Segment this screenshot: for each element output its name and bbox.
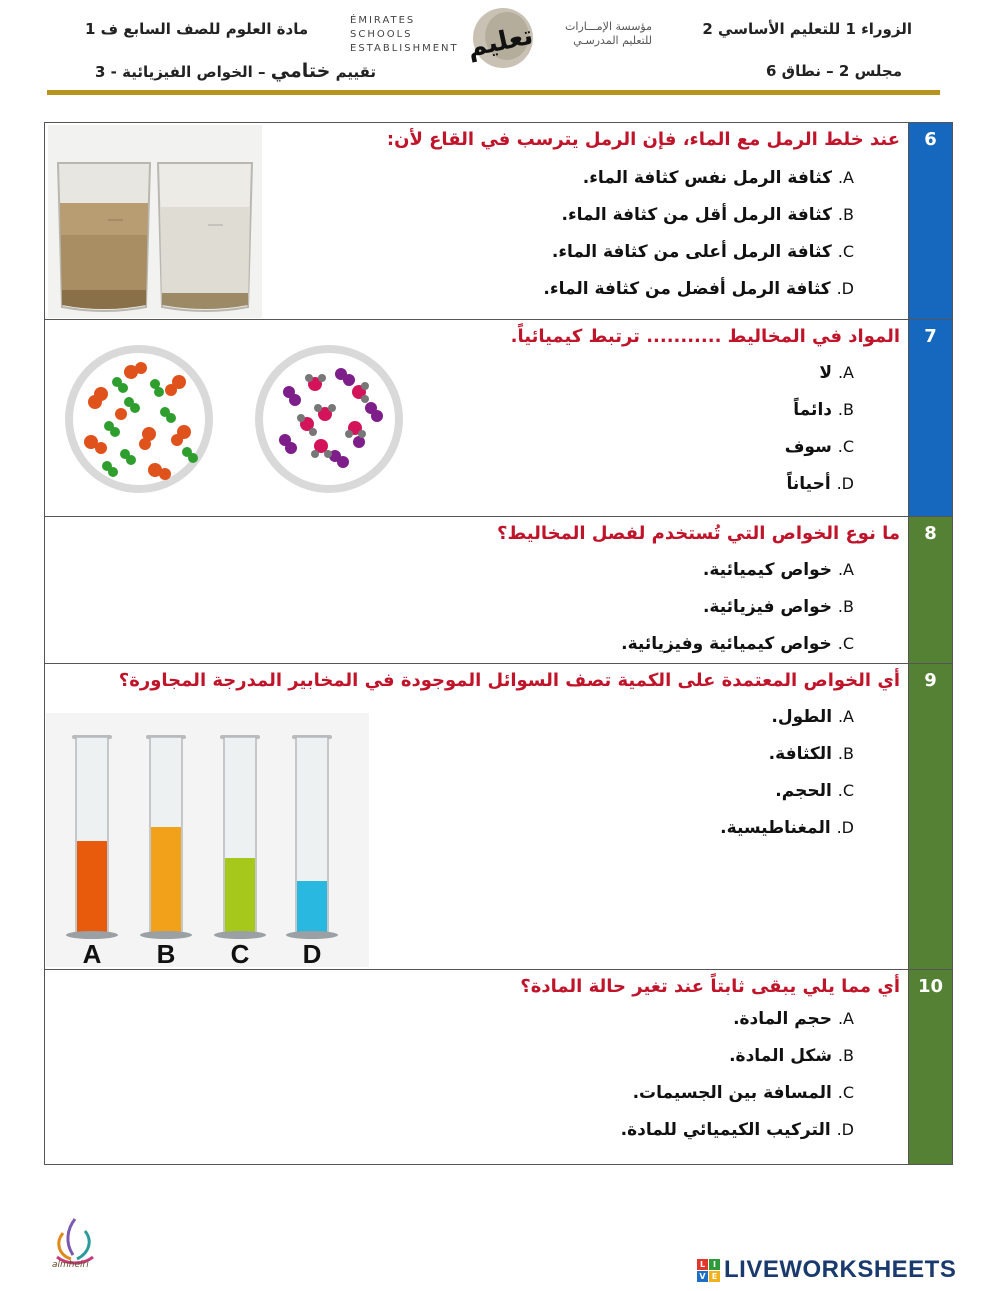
options-list <box>720 702 854 850</box>
cylinder-label-a: A <box>82 939 102 967</box>
option-text: كثافة الرمل نفس كثافة الماء. <box>582 168 833 188</box>
option-letter: A. <box>837 168 854 187</box>
sand-water-beakers-image <box>48 125 262 318</box>
option-text: شكل المادة. <box>729 1046 832 1066</box>
cylinder-label-b: B <box>156 939 176 967</box>
question-row-9 <box>45 664 952 970</box>
cylinder-label-d: D <box>302 939 322 967</box>
options-list <box>621 555 854 666</box>
option-a[interactable] <box>621 1004 854 1041</box>
option-text: كثافة الرمل أعلى من كثافة الماء. <box>551 242 832 262</box>
option-letter: B. <box>837 1046 854 1065</box>
option-text: المغناطيسية. <box>720 818 831 838</box>
brand-letter: V <box>697 1271 708 1282</box>
question-number: 7 <box>908 320 952 516</box>
option-b[interactable] <box>543 200 854 237</box>
option-letter: A. <box>837 560 854 579</box>
option-letter: A. <box>837 363 854 382</box>
option-text: سوف <box>784 437 832 457</box>
question-text: عند خلط الرمل مع الماء، فإن الرمل يترسب في القاع لأن: <box>386 129 900 150</box>
liveworksheets-logo-icon <box>697 1259 720 1282</box>
option-letter: B. <box>837 205 854 224</box>
taleem-logo-icon <box>463 6 541 76</box>
brand-letter: E <box>709 1271 720 1282</box>
option-c[interactable] <box>785 432 854 469</box>
option-text: دائماً <box>793 400 832 420</box>
taleem-logo-text: تعليم <box>464 20 536 64</box>
options-list <box>621 1004 854 1152</box>
option-c[interactable] <box>621 629 854 666</box>
option-letter: C. <box>837 242 854 261</box>
question-row-6 <box>45 123 952 320</box>
option-a[interactable] <box>621 555 854 592</box>
school-name: الزوراء 1 للتعليم الأساسي 2 <box>702 20 912 38</box>
option-text: حجم المادة. <box>733 1009 833 1029</box>
question-text: أي الخواص المعتمدة على الكمية تصف السوائل الموجودة في المخابير المدرجة المجاورة؟ <box>118 670 900 691</box>
subject-title: مادة العلوم للصف السابع ف 1 <box>85 20 309 38</box>
option-a[interactable] <box>785 358 854 395</box>
option-text: المسافة بين الجسيمات. <box>632 1083 832 1103</box>
option-text: التركيب الكيميائي للمادة. <box>620 1120 831 1140</box>
option-letter: A. <box>837 707 854 726</box>
option-letter: D. <box>836 818 854 837</box>
option-c[interactable] <box>543 237 854 274</box>
questions-table <box>44 122 953 1165</box>
ese-brand-arabic-line2: للتعليم المدرسـي <box>573 34 652 47</box>
options-list <box>785 358 854 506</box>
option-d[interactable] <box>543 274 854 311</box>
assessment-title-post: – الخواص الفيزيائية - 3 <box>95 63 266 81</box>
almheiri-logo-text: almheiri <box>52 1260 89 1270</box>
question-number: 8 <box>908 517 952 663</box>
option-text: الطول. <box>771 707 833 727</box>
option-text: كثافة الرمل أقل من كثافة الماء. <box>561 205 832 225</box>
option-c[interactable] <box>621 1078 854 1115</box>
option-b[interactable] <box>720 739 854 776</box>
assessment-title <box>95 60 376 82</box>
option-text: الكثافة. <box>768 744 832 764</box>
option-text: خواص كيميائية. <box>702 560 833 580</box>
question-text: أي مما يلي يبقى ثابتاً عند تغير حالة المادة؟ <box>520 976 900 997</box>
ese-brand-arabic <box>552 20 652 48</box>
option-text: أحياناً <box>786 474 831 494</box>
ese-brand-english-line2: ESTABLISHMENT <box>350 43 459 54</box>
option-a[interactable] <box>720 702 854 739</box>
option-d[interactable] <box>720 813 854 850</box>
option-letter: D. <box>836 1120 854 1139</box>
option-text: خواص كيميائية وفيزيائية. <box>621 634 832 654</box>
options-list <box>543 163 854 311</box>
question-number: 6 <box>908 123 952 319</box>
question-number: 10 <box>908 970 952 1164</box>
brand-letter: I <box>709 1259 720 1270</box>
assessment-title-big: ختامي <box>270 60 331 82</box>
option-c[interactable] <box>720 776 854 813</box>
option-d[interactable] <box>785 469 854 506</box>
option-text: لا <box>819 363 833 383</box>
liveworksheets-brand[interactable] <box>697 1255 956 1285</box>
option-text: الحجم. <box>775 781 832 801</box>
option-letter: C. <box>837 781 854 800</box>
option-letter: B. <box>837 597 854 616</box>
school-council: مجلس 2 – نطاق 6 <box>766 62 902 80</box>
option-a[interactable] <box>543 163 854 200</box>
option-text: خواص فيزيائية. <box>702 597 832 617</box>
option-letter: A. <box>837 1009 854 1028</box>
option-text: كثافة الرمل أفضل من كثافة الماء. <box>543 279 831 299</box>
option-b[interactable] <box>785 395 854 432</box>
option-letter: D. <box>836 279 854 298</box>
ese-brand-english-line1: ÉMIRATES SCHOOLS <box>350 15 416 40</box>
mixture-particles-image <box>59 344 409 494</box>
question-text: المواد في المخاليط ........... ترتبط كيميائياً. <box>510 326 900 347</box>
question-text: ما نوع الخواص التي تُستخدم لفصل المخاليط؟ <box>497 523 900 544</box>
option-letter: B. <box>837 400 854 419</box>
brand-letter: L <box>697 1259 708 1270</box>
option-letter: C. <box>837 437 854 456</box>
option-b[interactable] <box>621 592 854 629</box>
option-d[interactable] <box>621 1115 854 1152</box>
liveworksheets-text: LIVEWORKSHEETS <box>724 1256 957 1283</box>
option-letter: D. <box>836 474 854 493</box>
graduated-cylinders-image <box>46 713 369 967</box>
option-letter: C. <box>837 634 854 653</box>
question-row-7 <box>45 320 952 517</box>
header-divider <box>47 90 940 95</box>
ese-brand-arabic-line1: مؤسسة الإمـــارات <box>565 20 652 33</box>
cylinder-label-c: C <box>230 939 250 967</box>
option-b[interactable] <box>621 1041 854 1078</box>
ese-brand-english <box>350 14 459 56</box>
question-row-10 <box>45 970 952 1164</box>
question-row-8 <box>45 517 952 664</box>
option-letter: C. <box>837 1083 854 1102</box>
option-letter: B. <box>837 744 854 763</box>
question-number: 9 <box>908 664 952 969</box>
assessment-title-pre: تقييم <box>335 63 376 81</box>
